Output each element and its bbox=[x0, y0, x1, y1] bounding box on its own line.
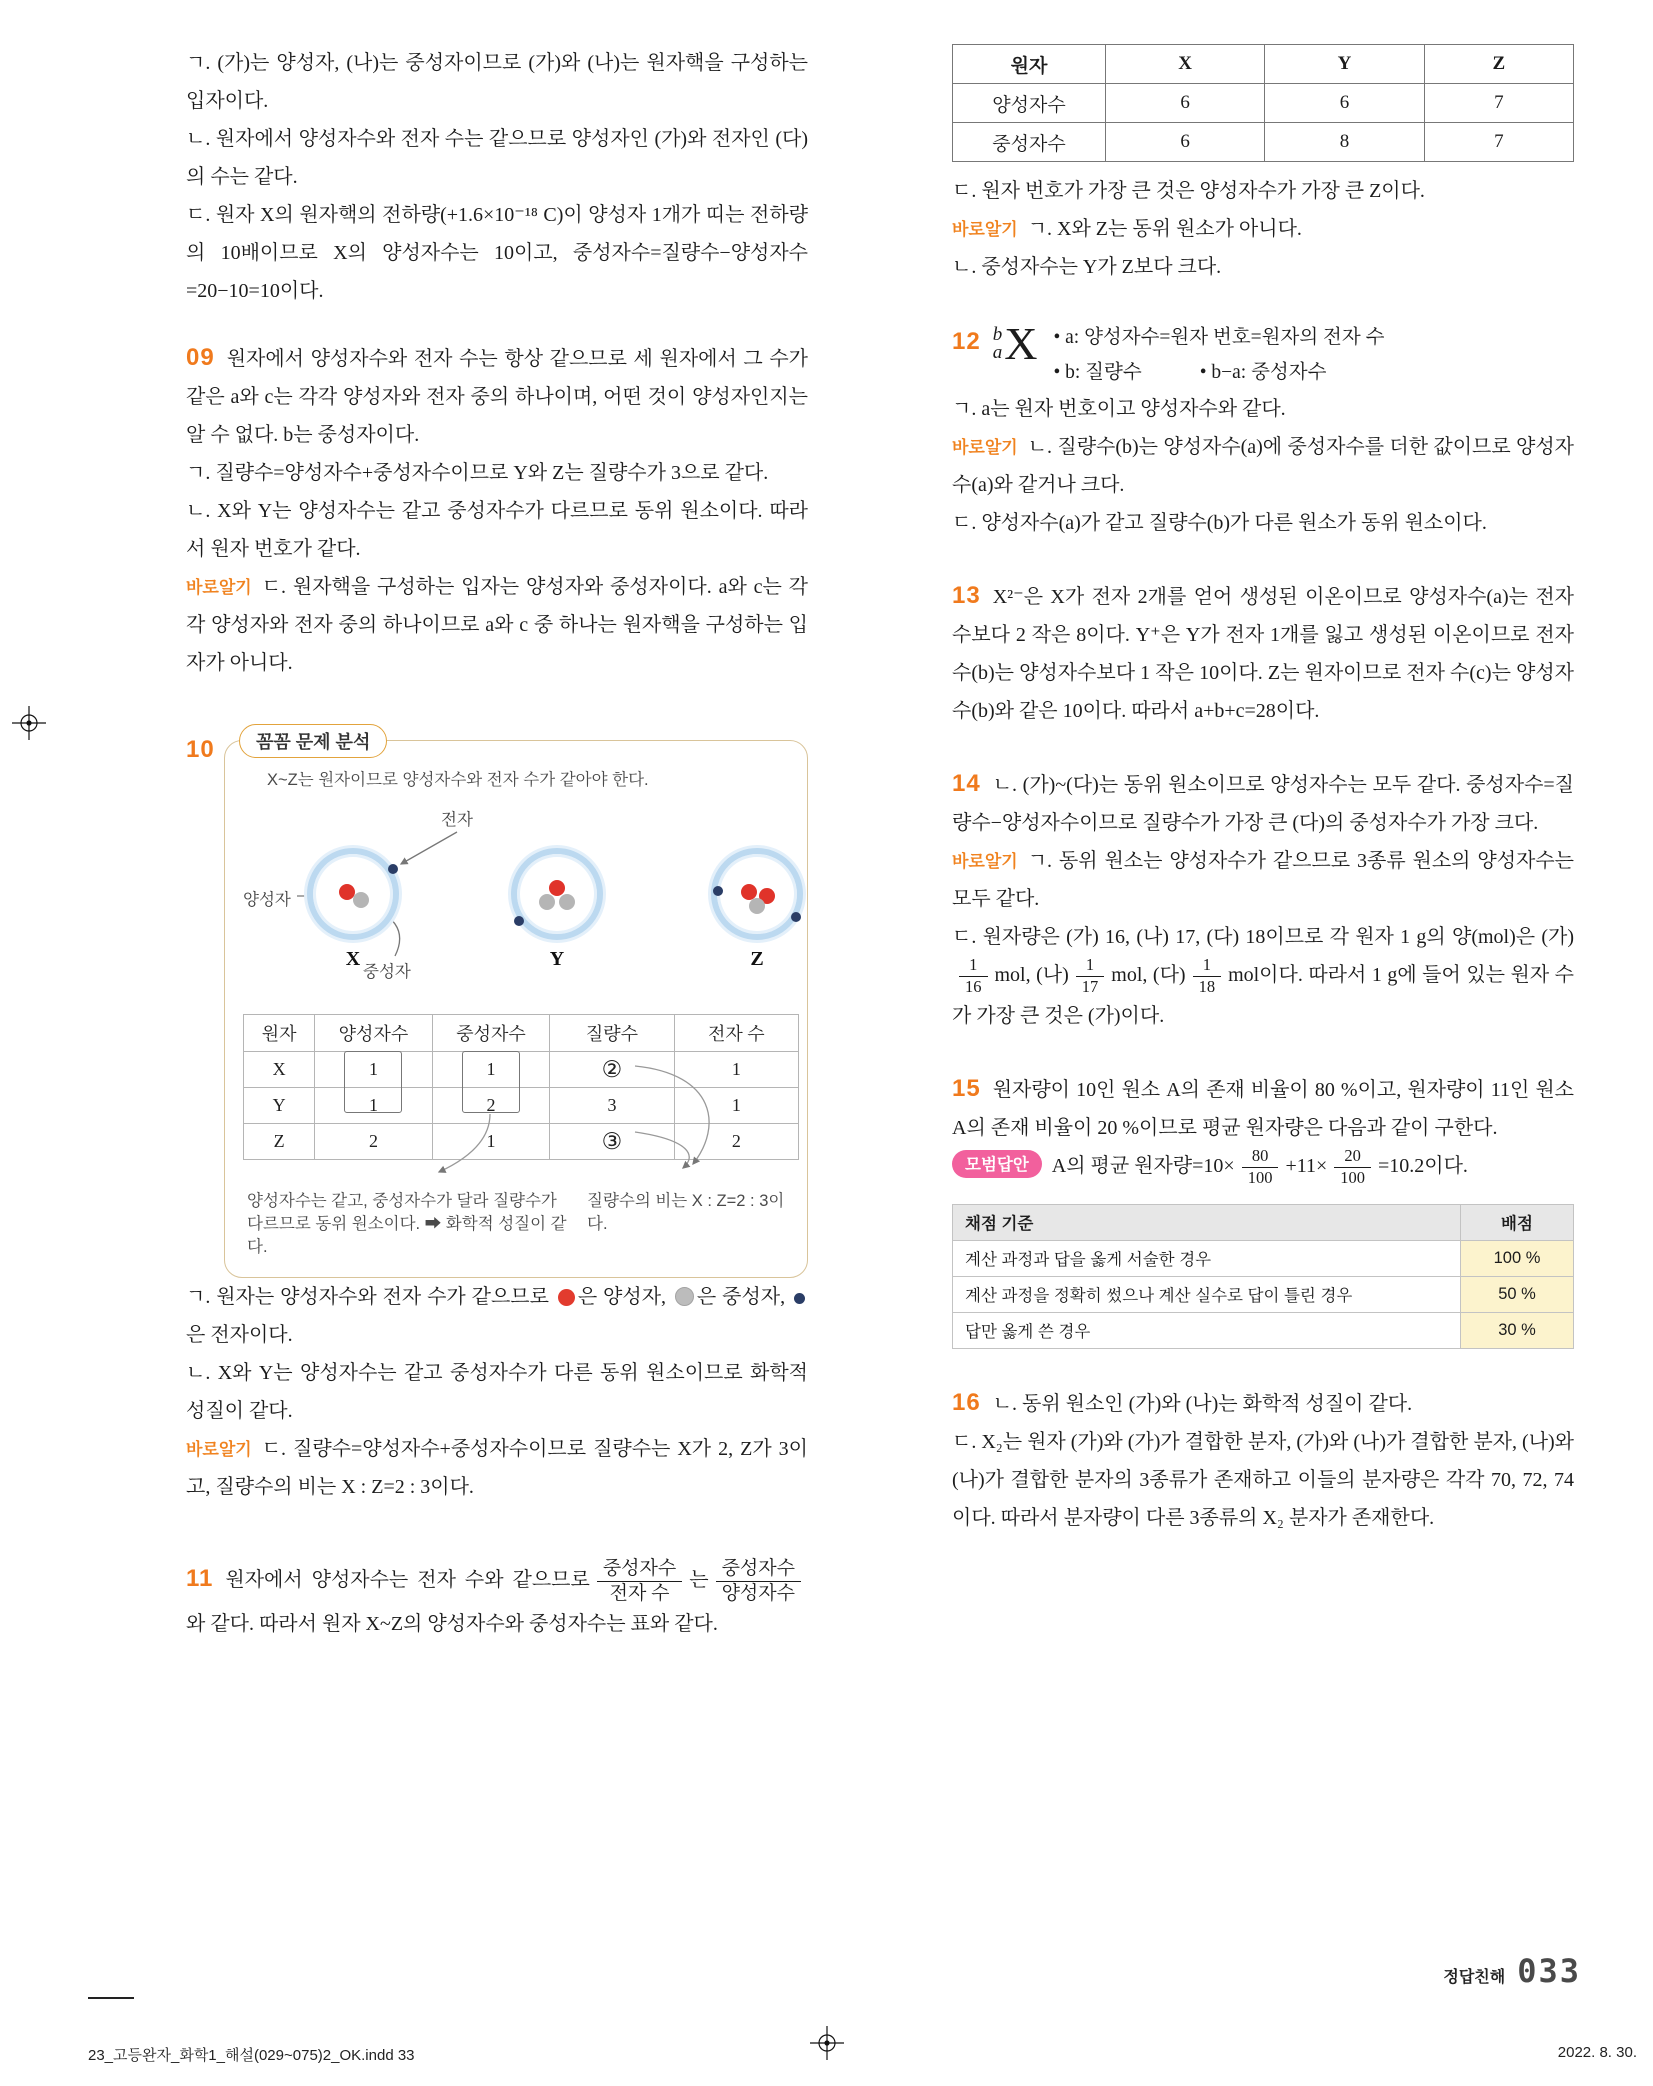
statement-n: ㄴ. 원자에서 양성자수와 전자 수는 같으므로 양성자인 (가)와 전자인 (다)의 수는 같다. bbox=[186, 128, 808, 188]
statement-n bbox=[952, 428, 1574, 504]
electron-dot bbox=[514, 916, 524, 926]
electron-dot bbox=[388, 864, 398, 874]
solution-text: 원자에서 양성자수와 전자 수는 항상 같으므로 세 원자에서 그 수가 같은 a와 c는 각각 양성자와 전자 중의 하나이며, 어떤 것이 양성자인지는 알 수 없다. b는 중성자이다. bbox=[186, 348, 808, 446]
cell: 1 bbox=[315, 1052, 433, 1088]
statement-d: ㄷ. X₂는 원자 (가)와 (가)가 결합한 분자, (가)와 (나)가 결합한 분자, (나)와 (나)가 결합한 분자의 3종류가 존재하고 이들의 분자량은 각각 70, 72, 74이다. 따라서 분자량이 다른 3종류의 X₂ 분자가 존재한다. bbox=[952, 1430, 1574, 1529]
baro-algi-badge: 바로알기 bbox=[952, 852, 1018, 871]
statement-text: ㄷ. 원자핵을 구성하는 입자는 양성자와 중성자이다. a와 c는 각각 양성자와 전자 중의 하나이므로 a와 c 중 하나는 원자핵을 구성하는 입자가 아니다. bbox=[186, 576, 808, 674]
statement-d: ㄷ. 원자 X의 원자핵의 전하량(+1.6×10⁻¹⁸ C)이 양성자 1개가 띠는 전하량의 10배이므로 X의 양성자수는 10이고, 중성자수=질량수−양성자수=20−10=10이다. bbox=[186, 204, 808, 302]
statement-g: ㄱ. (가)는 양성자, (나)는 중성자이므로 (가)와 (나)는 원자핵을 구성하는 입자이다. bbox=[186, 52, 808, 112]
statement-text: 은 양성자, bbox=[577, 1286, 672, 1308]
nuclide-legend bbox=[1053, 320, 1384, 390]
legend-item: • b: 질량수 bbox=[1053, 362, 1142, 383]
column-header: 원자 bbox=[953, 45, 1106, 84]
answer-text: A의 평균 원자량=10× bbox=[1051, 1155, 1235, 1177]
isotope-data-table bbox=[952, 44, 1574, 162]
cell: 계산 과정을 정확히 썼으나 계산 실수로 답이 틀린 경우 bbox=[953, 1276, 1461, 1312]
cell: 답만 옳게 쓴 경우 bbox=[953, 1312, 1461, 1348]
column-header: 전자 수 bbox=[674, 1015, 798, 1052]
section-14 bbox=[952, 766, 1574, 1035]
cell: 1 bbox=[674, 1088, 798, 1124]
note-left: 양성자수는 같고, 중성자수가 달라 질량수가 다르므로 동위 원소이다. ➡ 화학적 성질이 같다. bbox=[247, 1192, 567, 1256]
solution-text: 와 같다. 따라서 원자 X~Z의 양성자수와 중성자수는 표와 같다. bbox=[186, 1612, 718, 1635]
statement-text: ㄷ. 원자량은 (가) 16, (나) 17, (다) 18이므로 각 원자 1 g의 양(mol)은 (가) bbox=[952, 926, 1574, 948]
statement-g bbox=[952, 842, 1574, 918]
section-number: 14 bbox=[952, 770, 981, 797]
statement-text: ㄴ. 질량수(b)는 양성자수(a)에 중성자수를 더한 값이므로 양성자수(a)와 같거나 크다. bbox=[952, 436, 1574, 496]
analysis-table-area bbox=[243, 1014, 789, 1160]
section-11 bbox=[186, 1558, 808, 1643]
left-column bbox=[186, 44, 808, 1643]
cell: 2 bbox=[315, 1124, 433, 1160]
statement-n bbox=[952, 766, 1574, 842]
cell: 6 bbox=[1106, 123, 1265, 162]
baro-algi-badge: 바로알기 bbox=[952, 438, 1018, 457]
column-header: Z bbox=[1424, 45, 1573, 84]
statement-text: mol, (다) bbox=[1111, 964, 1186, 987]
statement-g bbox=[186, 1278, 808, 1354]
solution-paragraph bbox=[952, 1071, 1574, 1147]
atom-label: Z bbox=[750, 948, 764, 970]
cell-circled: ③ bbox=[550, 1124, 674, 1160]
cell: 2 bbox=[432, 1088, 550, 1124]
cell: 8 bbox=[1265, 123, 1424, 162]
fraction: 중성자수 양성자수 bbox=[716, 1558, 801, 1605]
fraction: $\frac{1}{16}$ bbox=[959, 956, 988, 997]
atom-z bbox=[711, 848, 803, 971]
label-proton: 양성자 bbox=[243, 891, 291, 909]
statement-g: ㄱ. 질량수=양성자수+중성자수이므로 Y와 Z는 질량수가 3으로 같다. bbox=[186, 462, 769, 484]
book-brand bbox=[1443, 1952, 1581, 1990]
nuclide-notation-row bbox=[952, 320, 1574, 390]
mass-number-script: b bbox=[992, 324, 1003, 345]
statement-d: ㄷ. 원자 번호가 가장 큰 것은 양성자수가 가장 큰 Z이다. bbox=[952, 180, 1425, 202]
label-electron: 전자 bbox=[441, 811, 473, 829]
cell: 3 bbox=[550, 1088, 674, 1124]
section-16 bbox=[952, 1385, 1574, 1537]
table-row bbox=[244, 1052, 799, 1088]
registration-mark bbox=[810, 2026, 844, 2060]
column-header: 채점 기준 bbox=[953, 1204, 1461, 1240]
cell: 2 bbox=[674, 1124, 798, 1160]
model-answer-line bbox=[952, 1147, 1574, 1188]
statement-d bbox=[186, 1430, 808, 1506]
table-header-row bbox=[953, 1204, 1574, 1240]
section-number: 16 bbox=[952, 1388, 981, 1416]
section-number: 11 bbox=[186, 1564, 214, 1592]
table-row bbox=[244, 1088, 799, 1124]
model-answer-badge: 모범답안 bbox=[952, 1150, 1042, 1178]
grading-criteria-table bbox=[952, 1204, 1574, 1349]
atom-z-ring bbox=[711, 848, 803, 940]
solution-after-table bbox=[952, 172, 1574, 286]
section-number: 15 bbox=[952, 1074, 981, 1102]
table-row bbox=[953, 1276, 1574, 1312]
fraction: $\frac{80}{100}$ bbox=[1242, 1147, 1279, 1188]
atom-y bbox=[511, 848, 603, 971]
atom-y-ring bbox=[511, 848, 603, 940]
nuclide-symbol bbox=[992, 318, 1038, 369]
table-header-row bbox=[244, 1015, 799, 1052]
statement-d bbox=[952, 918, 1574, 1035]
cell: 계산 과정과 답을 옳게 서술한 경우 bbox=[953, 1240, 1461, 1276]
table-row bbox=[953, 1312, 1574, 1348]
cell: 6 bbox=[1265, 84, 1424, 123]
baro-algi-badge: 바로알기 bbox=[186, 1440, 252, 1459]
baro-algi-badge: 바로알기 bbox=[952, 220, 1018, 239]
analysis-box bbox=[224, 732, 808, 1278]
analysis-table bbox=[243, 1014, 799, 1160]
registration-mark bbox=[12, 706, 46, 740]
neutron-dot bbox=[749, 898, 765, 914]
column-header: X bbox=[1106, 45, 1265, 84]
table-header-row bbox=[953, 45, 1574, 84]
solution-paragraph bbox=[186, 340, 808, 454]
cell: 양성자수 bbox=[953, 84, 1106, 123]
statement-text: ㄴ. 동위 원소인 (가)와 (나)는 화학적 성질이 같다. bbox=[992, 1392, 1413, 1415]
neutron-dot bbox=[539, 894, 555, 910]
answer-text: +11× bbox=[1285, 1155, 1328, 1177]
cell: 1 bbox=[315, 1088, 433, 1124]
neutron-dot bbox=[559, 894, 575, 910]
atom-label: Y bbox=[549, 948, 565, 970]
neutron-dot bbox=[353, 892, 369, 908]
statement-text: ㄴ. (가)~(다)는 동위 원소이므로 양성자수는 모두 같다. 중성자수=질량수−양성자수이므로 질량수가 가장 큰 (다)의 중성자수가 가장 크다. bbox=[952, 774, 1574, 834]
statement-text: ㄱ. 원자는 양성자수와 전자 수가 같으므로 bbox=[186, 1286, 555, 1308]
statement-d bbox=[186, 568, 808, 682]
cell: Z bbox=[244, 1124, 315, 1160]
statement-g bbox=[952, 210, 1574, 248]
cell-circled: ② bbox=[550, 1052, 674, 1088]
analysis-box-title: 꼼꼼 문제 분석 bbox=[239, 724, 387, 758]
neutron-dot bbox=[675, 1287, 694, 1306]
column-header: 양성자수 bbox=[315, 1015, 433, 1052]
statement-text: 은 전자이다. bbox=[186, 1324, 293, 1346]
baro-algi-badge: 바로알기 bbox=[186, 578, 252, 597]
section-12 bbox=[952, 320, 1574, 542]
cell: Y bbox=[244, 1088, 315, 1124]
atom-label: X bbox=[345, 948, 361, 970]
section-09 bbox=[186, 340, 808, 682]
atomic-number-script: a bbox=[992, 342, 1003, 363]
cell: 100 % bbox=[1461, 1240, 1574, 1276]
statement-n bbox=[952, 1385, 1574, 1423]
fraction: $\frac{1}{17}$ bbox=[1076, 956, 1105, 997]
atom-x bbox=[307, 848, 399, 971]
electron-dot bbox=[791, 912, 801, 922]
section-15 bbox=[952, 1071, 1574, 1349]
brand-title: 정답친해 bbox=[1443, 1969, 1506, 1986]
atom-diagram bbox=[243, 800, 789, 1004]
table-row bbox=[953, 84, 1574, 123]
note-right: 질량수의 비는 X : Z=2 : 3이다. bbox=[587, 1192, 785, 1233]
cell: 7 bbox=[1424, 123, 1573, 162]
column-header: Y bbox=[1265, 45, 1424, 84]
right-column bbox=[952, 44, 1574, 1537]
section-number: 10 bbox=[186, 736, 215, 763]
atom-x-ring bbox=[307, 848, 399, 940]
cell: 1 bbox=[432, 1124, 550, 1160]
analysis-intro-note: X~Z는 원자이므로 양성자수와 전자 수가 같아야 한다. bbox=[267, 771, 649, 789]
statement-n: ㄴ. 중성자수는 Y가 Z보다 크다. bbox=[952, 256, 1222, 278]
section-number: 13 bbox=[952, 582, 981, 609]
electron-dot bbox=[713, 886, 723, 896]
statement-text: ㄱ. 동위 원소는 양성자수가 같으므로 3종류 원소의 양성자수는 모두 같다. bbox=[952, 850, 1574, 910]
answer-text: =10.2이다. bbox=[1378, 1155, 1468, 1177]
cell: 중성자수 bbox=[953, 123, 1106, 162]
section-10 bbox=[186, 732, 808, 1506]
fraction: $\frac{20}{100}$ bbox=[1334, 1147, 1371, 1188]
column-header: 원자 bbox=[244, 1015, 315, 1052]
table-row bbox=[953, 123, 1574, 162]
section-13 bbox=[952, 578, 1574, 730]
footer-date: 2022. 8. 30. bbox=[1557, 2044, 1637, 2061]
solution-text: 원자량이 10인 원소 A의 존재 비율이 80 %이고, 원자량이 11인 원소 A의 존재 비율이 20 %이므로 평균 원자량은 다음과 같이 구한다. bbox=[952, 1078, 1574, 1139]
analysis-notes bbox=[247, 1190, 785, 1259]
cell: 1 bbox=[432, 1052, 550, 1088]
page-number: 033 bbox=[1517, 1952, 1581, 1990]
solution-text: 는 bbox=[689, 1568, 709, 1591]
footer-rule bbox=[88, 1997, 134, 1999]
statement-n: ㄴ. X와 Y는 양성자수는 같고 중성자수가 다르므로 동위 원소이다. 따라서 원자 번호가 같다. bbox=[186, 500, 808, 560]
proton-dot bbox=[549, 880, 565, 896]
cell: 6 bbox=[1106, 84, 1265, 123]
element-symbol: X bbox=[1004, 318, 1038, 369]
table-row bbox=[244, 1124, 799, 1160]
electron-dot bbox=[794, 1293, 805, 1304]
label-neutron: 중성자 bbox=[363, 963, 411, 981]
cell: 30 % bbox=[1461, 1312, 1574, 1348]
column-header: 질량수 bbox=[550, 1015, 674, 1052]
section-number: 09 bbox=[186, 344, 215, 371]
cell: X bbox=[244, 1052, 315, 1088]
section-number: 12 bbox=[952, 328, 981, 355]
column-header: 중성자수 bbox=[432, 1015, 550, 1052]
footer-filename: 23_고등완자_화학1_해설(029~075)2_OK.indd 33 bbox=[88, 2047, 415, 2064]
fraction: 중성자수 전자 수 bbox=[597, 1558, 682, 1605]
solution-text: X²⁻은 X가 전자 2개를 얻어 생성된 이온이므로 양성자수(a)는 전자 수보다 2 작은 8이다. Y⁺은 Y가 전자 1개를 잃고 생성된 이온이므로 전자 수(b)는 양성자수보다 1 작은 10이다. Z는 원자이므로 전자 수(c)는 양성자수(b)와 같은 10이다. 따라서 a+b+c=28이다. bbox=[952, 586, 1574, 722]
statement-text: ㄱ. X와 Z는 동위 원소가 아니다. bbox=[1027, 218, 1302, 240]
solution-paragraph bbox=[186, 1558, 808, 1643]
statement-text: ㄷ. 질량수=양성자수+중성자수이므로 질량수는 X가 2, Z가 3이고, 질량수의 비는 X : Z=2 : 3이다. bbox=[186, 1438, 808, 1498]
statement-d: ㄷ. 양성자수(a)가 같고 질량수(b)가 다른 원소가 동위 원소이다. bbox=[952, 512, 1487, 534]
table-row bbox=[953, 1240, 1574, 1276]
cell: 50 % bbox=[1461, 1276, 1574, 1312]
column-header: 배점 bbox=[1461, 1204, 1574, 1240]
legend-item: • b−a: 중성자수 bbox=[1199, 362, 1327, 383]
cell: 7 bbox=[1424, 84, 1573, 123]
legend-item: • a: 양성자수=원자 번호=원자의 전자 수 bbox=[1053, 327, 1385, 348]
statement-text: 은 중성자, bbox=[696, 1286, 791, 1308]
statement-text: mol, (나) bbox=[994, 964, 1069, 987]
solution-text: 원자에서 양성자수는 전자 수와 같으므로 bbox=[225, 1568, 590, 1591]
solution-paragraph bbox=[952, 578, 1574, 730]
statement-g: ㄱ. a는 원자 번호이고 양성자수와 같다. bbox=[952, 398, 1286, 420]
statement-n: ㄴ. X와 Y는 양성자수는 같고 중성자수가 다른 동위 원소이므로 화학적 성질이 같다. bbox=[186, 1362, 808, 1422]
solution-08-tail bbox=[186, 44, 808, 310]
fraction: $\frac{1}{18}$ bbox=[1193, 956, 1222, 997]
proton-dot bbox=[558, 1289, 575, 1306]
cell: 1 bbox=[674, 1052, 798, 1088]
statement-text: mol이다. 따라서 1 g에 들어 있는 원자 수가 가장 큰 것은 (가)이다. bbox=[952, 964, 1574, 1027]
